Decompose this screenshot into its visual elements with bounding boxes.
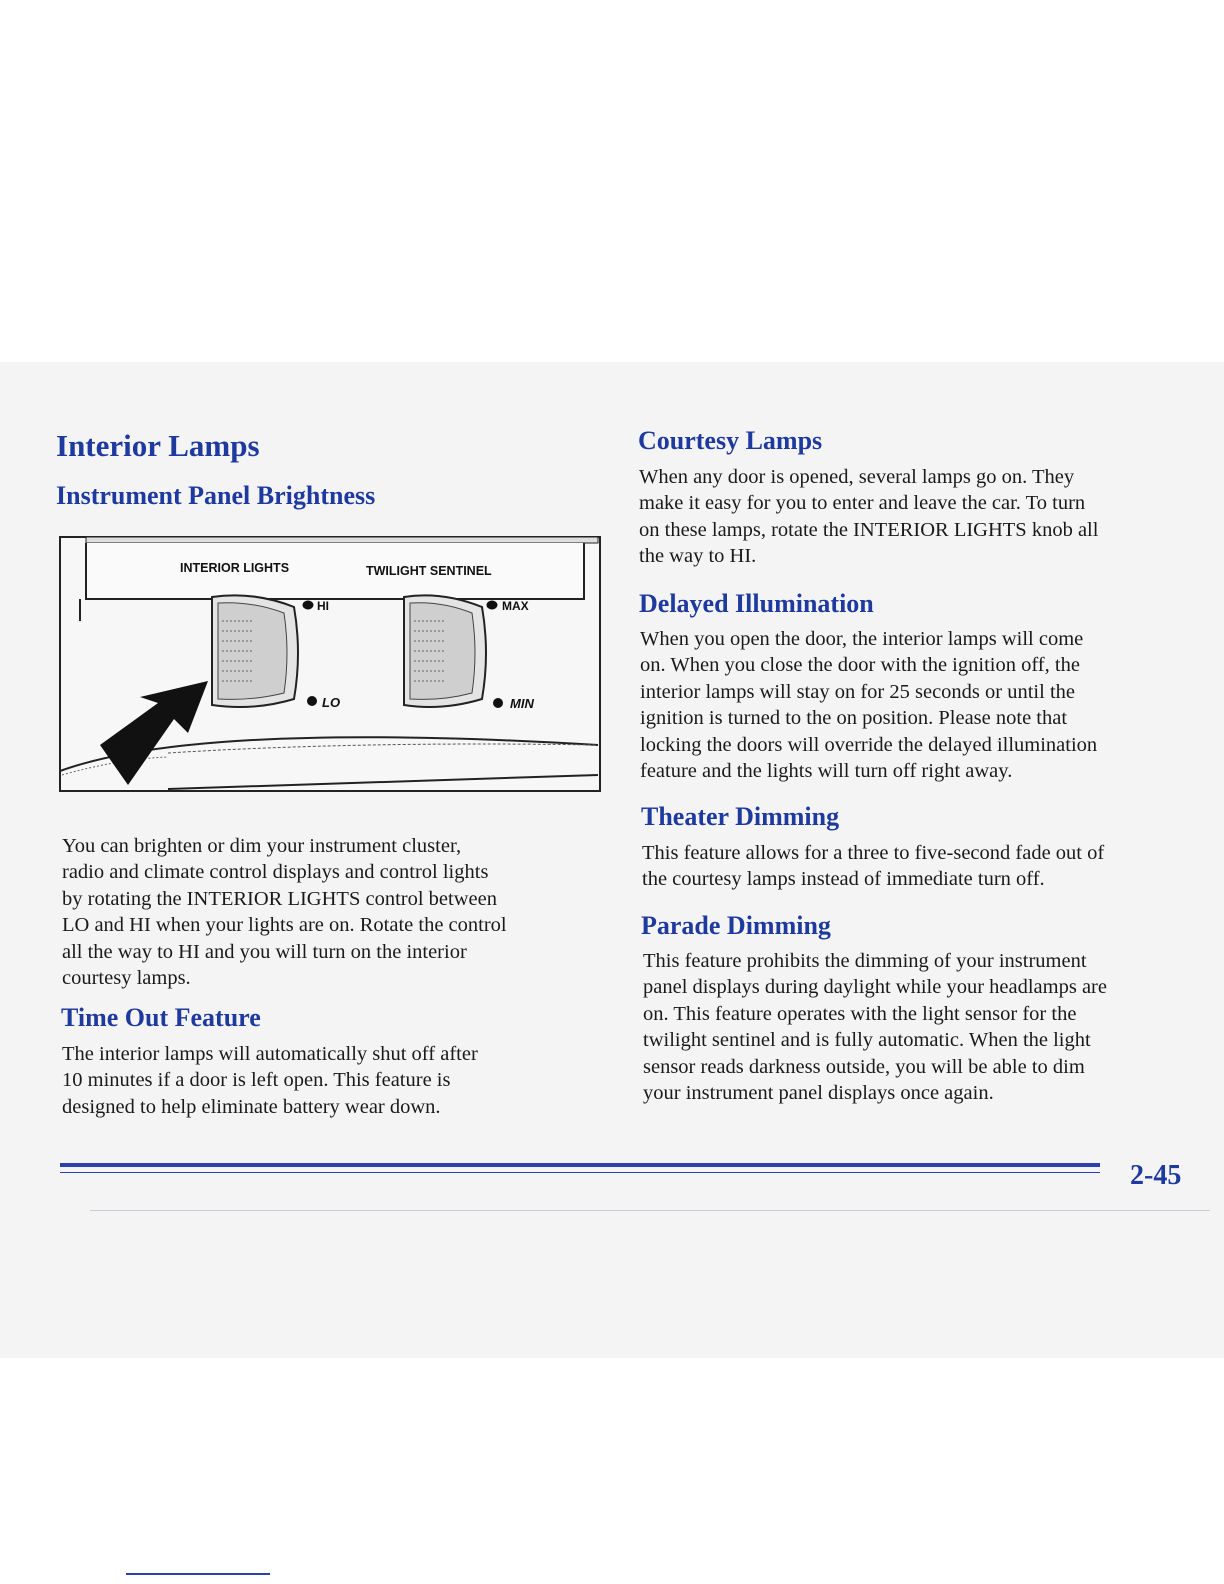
max-label: MAX xyxy=(502,599,529,613)
text-line: panel displays during daylight while your headlamps are xyxy=(643,976,1107,999)
text-line: sensor reads darkness outside, you will be able to dim xyxy=(643,1055,1085,1078)
text-line: This feature prohibits the dimming of your instrument xyxy=(643,950,1087,972)
lo-indicator-dot xyxy=(307,696,317,706)
bottom-accent-line xyxy=(126,1573,270,1575)
footer-rule-thin xyxy=(60,1172,1100,1173)
text-line: When you open the door, the interior lamps will come xyxy=(640,628,1084,650)
text-line: LO and HI when your lights are on. Rotate the control xyxy=(62,914,507,937)
heading-parade-dimming: Parade Dimming xyxy=(641,911,831,940)
interior-lights-label: INTERIOR LIGHTS xyxy=(180,561,290,575)
heading-delayed-illumination: Delayed Illumination xyxy=(639,589,874,618)
interior-lights-dial xyxy=(212,595,298,707)
brightness-description xyxy=(62,833,602,991)
heading-courtesy-lamps: Courtesy Lamps xyxy=(638,426,823,455)
footer-rule xyxy=(60,1163,1100,1167)
min-label: MIN xyxy=(510,696,534,711)
text-line: by rotating the INTERIOR LIGHTS control between xyxy=(62,887,497,910)
parade-description xyxy=(643,948,1203,1106)
theater-description xyxy=(642,840,1202,893)
text-line: When any door is opened, several lamps go on. They xyxy=(639,466,1075,488)
text-line: the courtesy lamps instead of immediate turn off. xyxy=(642,868,1045,891)
text-line: radio and climate control displays and control lights xyxy=(62,861,489,884)
heading-theater-dimming: Theater Dimming xyxy=(641,802,840,831)
section-title-interior-lamps: Interior Lamps xyxy=(56,428,260,463)
lo-label: LO xyxy=(322,695,341,710)
delayed-description xyxy=(640,626,1200,784)
min-indicator-dot xyxy=(493,698,503,708)
text-line: 10 minutes if a door is left open. This feature is xyxy=(62,1069,451,1092)
text-line: locking the doors will override the delayed illumination xyxy=(640,733,1098,756)
text-line: on. When you close the door with the ignition off, the xyxy=(640,654,1080,677)
subsection-title-instrument-panel-brightness: Instrument Panel Brightness xyxy=(56,481,376,510)
hi-label: HI xyxy=(317,599,329,613)
instrument-panel-illustration xyxy=(58,535,604,800)
time-out-description xyxy=(62,1041,602,1120)
text-line: make it easy for you to enter and leave the car. To turn xyxy=(639,492,1086,515)
heading-time-out-feature: Time Out Feature xyxy=(61,1003,261,1032)
text-line: on these lamps, rotate the INTERIOR LIGHTS knob all xyxy=(639,518,1099,541)
max-indicator-dot xyxy=(487,601,498,610)
text-line: interior lamps will stay on for 25 seconds or until the xyxy=(640,680,1075,703)
text-line: feature and the lights will turn off right away. xyxy=(640,760,1013,783)
text-line: The interior lamps will automatically shut off after xyxy=(62,1043,478,1065)
text-line: twilight sentinel and is fully automatic. When the light xyxy=(643,1029,1091,1052)
text-line: ignition is turned to the on position. Please note that xyxy=(640,707,1068,730)
text-line: You can brighten or dim your instrument cluster, xyxy=(62,835,462,857)
twilight-sentinel-dial xyxy=(404,595,486,707)
text-line: all the way to HI and you will turn on the interior xyxy=(62,940,467,963)
courtesy-description xyxy=(639,464,1199,570)
text-line: courtesy lamps. xyxy=(62,967,191,990)
text-line: on. This feature operates with the light sensor for the xyxy=(643,1002,1077,1025)
text-line: the way to HI. xyxy=(639,545,757,568)
text-line: This feature allows for a three to five-second fade out of xyxy=(642,842,1105,864)
hi-indicator-dot xyxy=(303,601,314,610)
text-line: your instrument panel displays once again. xyxy=(643,1082,994,1105)
panel-drawing xyxy=(58,535,604,800)
bottom-divider xyxy=(90,1210,1210,1211)
page-number: 2-45 xyxy=(1130,1160,1182,1191)
twilight-sentinel-label: TWILIGHT SENTINEL xyxy=(366,564,492,578)
text-line: designed to help eliminate battery wear down. xyxy=(62,1095,441,1118)
